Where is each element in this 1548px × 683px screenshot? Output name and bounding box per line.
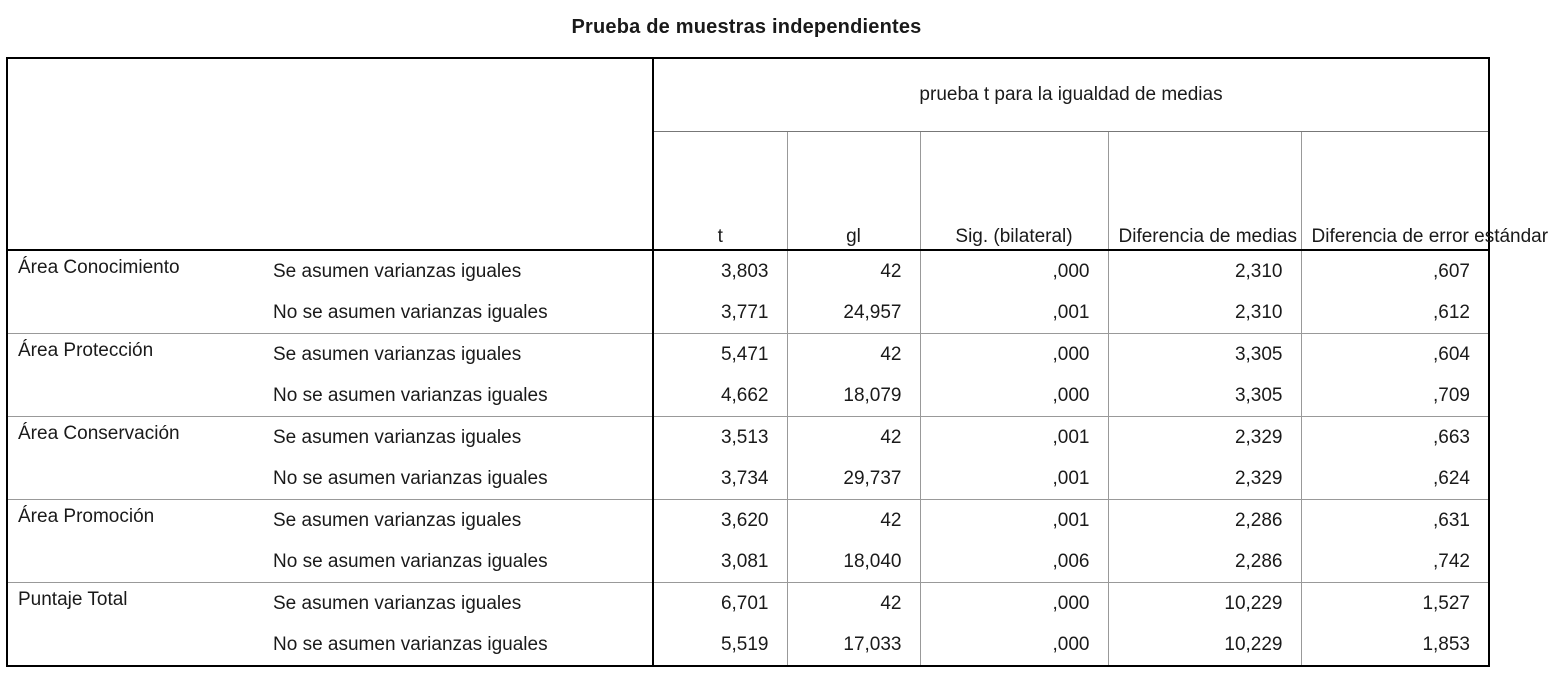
mean-diff-value: 2,310 [1108, 250, 1301, 292]
std-error-value: 1,527 [1422, 592, 1470, 614]
sig-value: ,001 [920, 292, 1108, 334]
row-group-label: Área Protección [7, 334, 259, 417]
sig-value: ,006 [920, 541, 1108, 583]
gl-value: 18,079 [787, 375, 920, 417]
gl-value: 17,033 [787, 624, 920, 666]
gl-value: 42 [787, 334, 920, 376]
corner-cell [7, 58, 653, 250]
independent-samples-test-table [6, 57, 1548, 667]
assumption-label: Se asumen varianzas iguales [259, 334, 653, 376]
assumption-label: Se asumen varianzas iguales [259, 500, 653, 542]
table-row [7, 250, 1489, 292]
t-value: 3,771 [653, 292, 787, 334]
assumption-label: Se asumen varianzas iguales [259, 250, 653, 292]
col-header-std-error-diff: Diferencia de error estándar [1301, 132, 1489, 251]
t-value: 5,471 [653, 334, 787, 376]
sig-value: ,000 [920, 624, 1108, 666]
assumption-label: No se asumen varianzas iguales [259, 458, 653, 500]
mean-diff-value: 2,286 [1108, 541, 1301, 583]
mean-diff-value: 2,329 [1108, 417, 1301, 459]
gl-value: 42 [787, 250, 920, 292]
std-error-value: 1,853 [1422, 633, 1470, 655]
table-title: Prueba de muestras independientes [571, 16, 922, 38]
gl-value: 42 [787, 500, 920, 542]
sig-value: ,001 [920, 500, 1108, 542]
std-error-value: ,709 [1301, 375, 1489, 417]
row-group-label: Puntaje Total [18, 589, 128, 610]
row-group-label: Área Conservación [7, 417, 259, 500]
mean-diff-value: 10,229 [1108, 583, 1301, 625]
mean-diff-value: 2,310 [1108, 292, 1301, 334]
table-row [7, 500, 1489, 542]
row-group-label: Área Promoción [7, 500, 259, 583]
sig-value: ,001 [920, 458, 1108, 500]
assumption-label: Se asumen varianzas iguales [259, 417, 653, 459]
mean-diff-value: 2,286 [1108, 500, 1301, 542]
t-value: 3,803 [653, 250, 787, 292]
sig-value: ,001 [920, 417, 1108, 459]
assumption-label: No se asumen varianzas iguales [259, 292, 653, 334]
std-error-value: ,612 [1301, 292, 1489, 334]
gl-value: 29,737 [787, 458, 920, 500]
row-group-label: Área Conocimiento [7, 250, 259, 334]
mean-diff-value: 3,305 [1108, 334, 1301, 376]
group-header: prueba t para la igualdad de medias [653, 58, 1489, 132]
t-value: 3,734 [653, 458, 787, 500]
assumption-label: No se asumen varianzas iguales [259, 624, 653, 666]
std-error-value: ,604 [1433, 343, 1470, 365]
table-row [7, 334, 1489, 376]
t-value: 4,662 [653, 375, 787, 417]
mean-diff-value: 10,229 [1108, 624, 1301, 666]
col-header-mean-diff: Diferencia de medias [1108, 132, 1301, 251]
assumption-label: No se asumen varianzas iguales [259, 541, 653, 583]
col-header-sig: Sig. (bilateral) [920, 132, 1108, 251]
t-value: 3,081 [653, 541, 787, 583]
sig-value: ,000 [920, 250, 1108, 292]
assumption-label: Se asumen varianzas iguales [259, 583, 653, 625]
table-row [7, 583, 1489, 625]
col-header-t: t [653, 132, 787, 251]
gl-value: 18,040 [787, 541, 920, 583]
sig-value: ,000 [920, 375, 1108, 417]
std-error-value: ,624 [1301, 458, 1489, 500]
gl-value: 42 [787, 417, 920, 459]
mean-diff-value: 3,305 [1108, 375, 1301, 417]
mean-diff-value: 2,329 [1108, 458, 1301, 500]
table-row [7, 417, 1489, 459]
t-value: 6,701 [653, 583, 787, 625]
t-value: 5,519 [653, 624, 787, 666]
std-error-value: ,607 [1433, 260, 1470, 282]
std-error-value: ,742 [1301, 541, 1489, 583]
col-header-gl: gl [787, 132, 920, 251]
sig-value: ,000 [920, 334, 1108, 376]
std-error-value: ,631 [1433, 509, 1470, 531]
gl-value: 24,957 [787, 292, 920, 334]
t-value: 3,513 [653, 417, 787, 459]
sig-value: ,000 [920, 583, 1108, 625]
gl-value: 42 [787, 583, 920, 625]
std-error-value: ,663 [1433, 426, 1470, 448]
t-value: 3,620 [653, 500, 787, 542]
assumption-label: No se asumen varianzas iguales [259, 375, 653, 417]
